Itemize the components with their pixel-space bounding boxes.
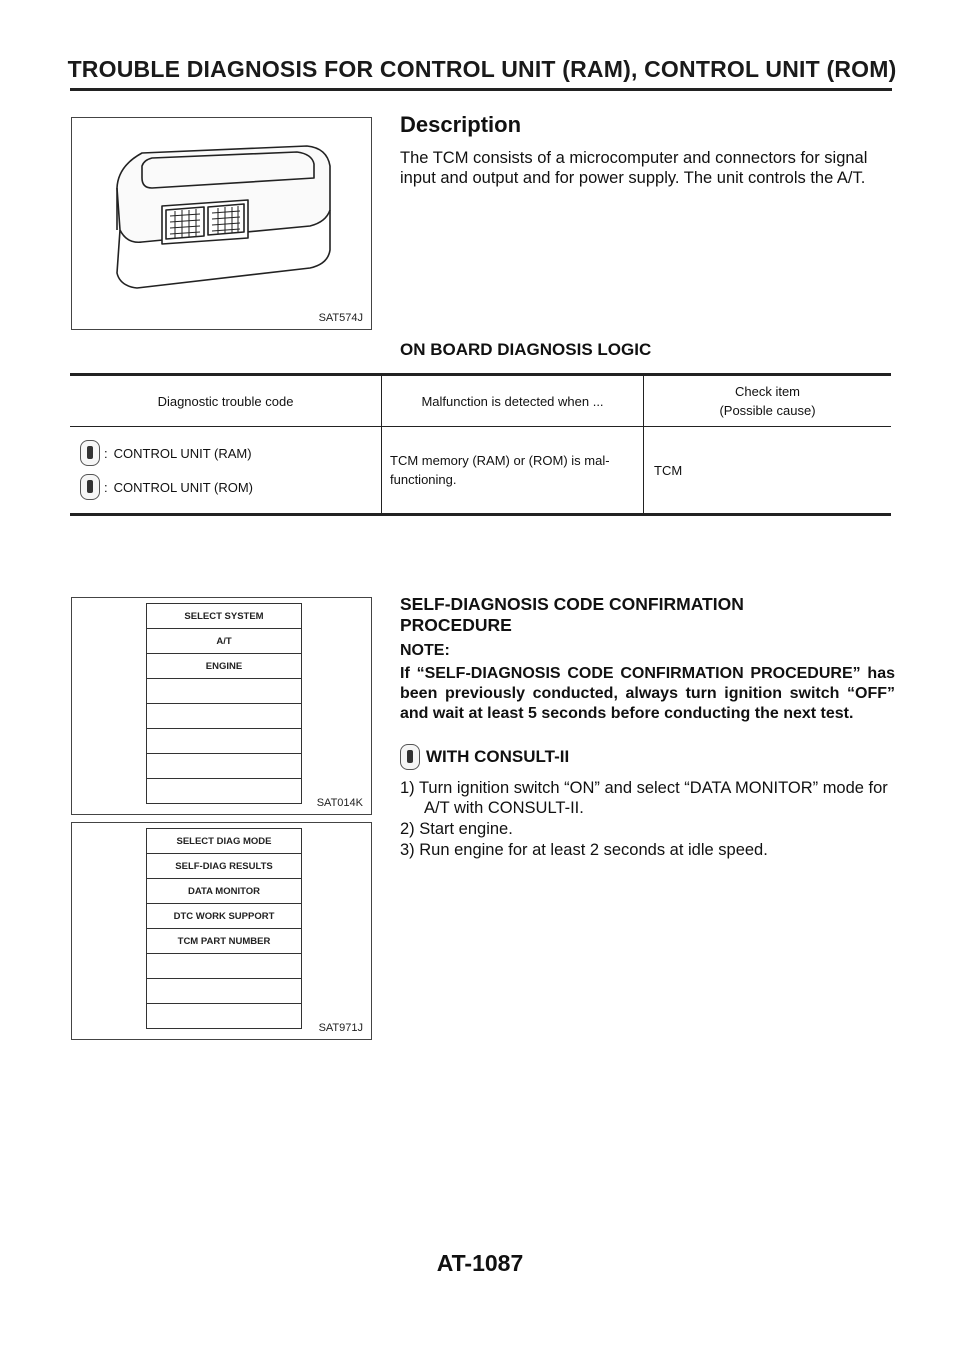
dtc-line-rom: [80, 470, 380, 504]
table-row: [70, 427, 891, 515]
menu-item-dtc-work-support: DTC WORK SUPPORT: [147, 904, 301, 929]
with-consult-ii-heading: [400, 744, 569, 770]
procedure-step: 1) Turn ignition switch “ON” and select “DATA MONITOR” mode for A/T with CONSULT-II.: [400, 779, 888, 817]
procedure-step: 2) Start engine.: [400, 820, 513, 838]
page-number: AT-1087: [436, 1250, 524, 1276]
tcm-unit-illustration: [72, 118, 371, 329]
figure-caption: SAT014K: [316, 797, 363, 809]
check-item-cell: TCM: [644, 427, 892, 515]
dtc-code-ram: CONTROL UNIT (RAM): [113, 445, 252, 461]
consult-ii-icon: [80, 440, 100, 466]
menu-item-empty: [147, 679, 301, 704]
note-text: If “SELF-DIAGNOSIS CODE CONFIRMATION PROCEDURE” has been previously conducted, always turn ignition switch “OFF” and wait at least 5 seconds before conducting the next test.: [400, 665, 895, 722]
menu-item-empty: [147, 779, 301, 804]
menu-item-data-monitor: DATA MONITOR: [147, 879, 301, 904]
menu-item-at: A/T: [147, 629, 301, 654]
dtc-table: [70, 373, 891, 516]
with-consult-ii-label: WITH CONSULT-II: [426, 747, 570, 766]
menu-item-empty: [147, 979, 301, 1004]
menu-item-empty: [147, 729, 301, 754]
note-label: NOTE:: [400, 642, 450, 659]
col-header-dtc: Diagnostic trouble code: [70, 375, 382, 427]
procedure-step: 3) Run engine for at least 2 seconds at idle speed.: [400, 841, 768, 859]
col-header-check-item-line1: Check item: [734, 384, 801, 399]
screen-title: SELECT DIAG MODE: [147, 829, 301, 854]
consult-ii-icon: [80, 474, 100, 500]
dtc-cell: [70, 427, 382, 515]
procedure-heading: SELF-DIAGNOSIS CODE CONFIRMATION PROCEDURE: [400, 594, 744, 635]
description-heading: Description: [400, 112, 522, 137]
figure-tcm: [71, 117, 372, 330]
description-text: The TCM consists of a microcomputer and connectors for signal input and output and for power supply. The unit controls the A/T.: [400, 149, 868, 187]
dtc-line-ram: [80, 436, 380, 470]
dtc-separator: :: [104, 479, 108, 495]
figure-select-system: [71, 597, 372, 815]
page-header-title: TROUBLE DIAGNOSIS FOR CONTROL UNIT (RAM), CONTROL UNIT (ROM): [67, 56, 897, 82]
dtc-separator: :: [104, 445, 108, 461]
figure-select-diag-mode: [71, 822, 372, 1040]
select-system-screen: [146, 603, 302, 804]
menu-item-empty: [147, 704, 301, 729]
col-header-malfunction: Malfunction is detected when ...: [382, 375, 644, 427]
screen-title: SELECT SYSTEM: [147, 604, 301, 629]
figure-caption: SAT971J: [318, 1022, 363, 1034]
menu-item-empty: [147, 954, 301, 979]
col-header-check-item: [644, 375, 892, 427]
menu-item-tcm-part-number: TCM PART NUMBER: [147, 929, 301, 954]
obd-logic-heading: ON BOARD DIAGNOSIS LOGIC: [400, 340, 652, 359]
col-header-check-item-line2: (Possible cause): [719, 403, 816, 418]
procedure-steps: [400, 778, 895, 861]
figure-caption: SAT574J: [318, 312, 363, 324]
consult-ii-icon: [400, 744, 420, 770]
menu-item-engine: ENGINE: [147, 654, 301, 679]
table-header-row: [70, 375, 891, 427]
menu-item-self-diag-results: SELF-DIAG RESULTS: [147, 854, 301, 879]
malfunction-cell: TCM memory (RAM) or (ROM) is mal-functioning.: [382, 427, 644, 515]
select-diag-mode-screen: [146, 828, 302, 1029]
menu-item-empty: [147, 754, 301, 779]
menu-item-empty: [147, 1004, 301, 1029]
header-rule: [70, 88, 892, 91]
dtc-code-rom: CONTROL UNIT (ROM): [113, 479, 254, 495]
